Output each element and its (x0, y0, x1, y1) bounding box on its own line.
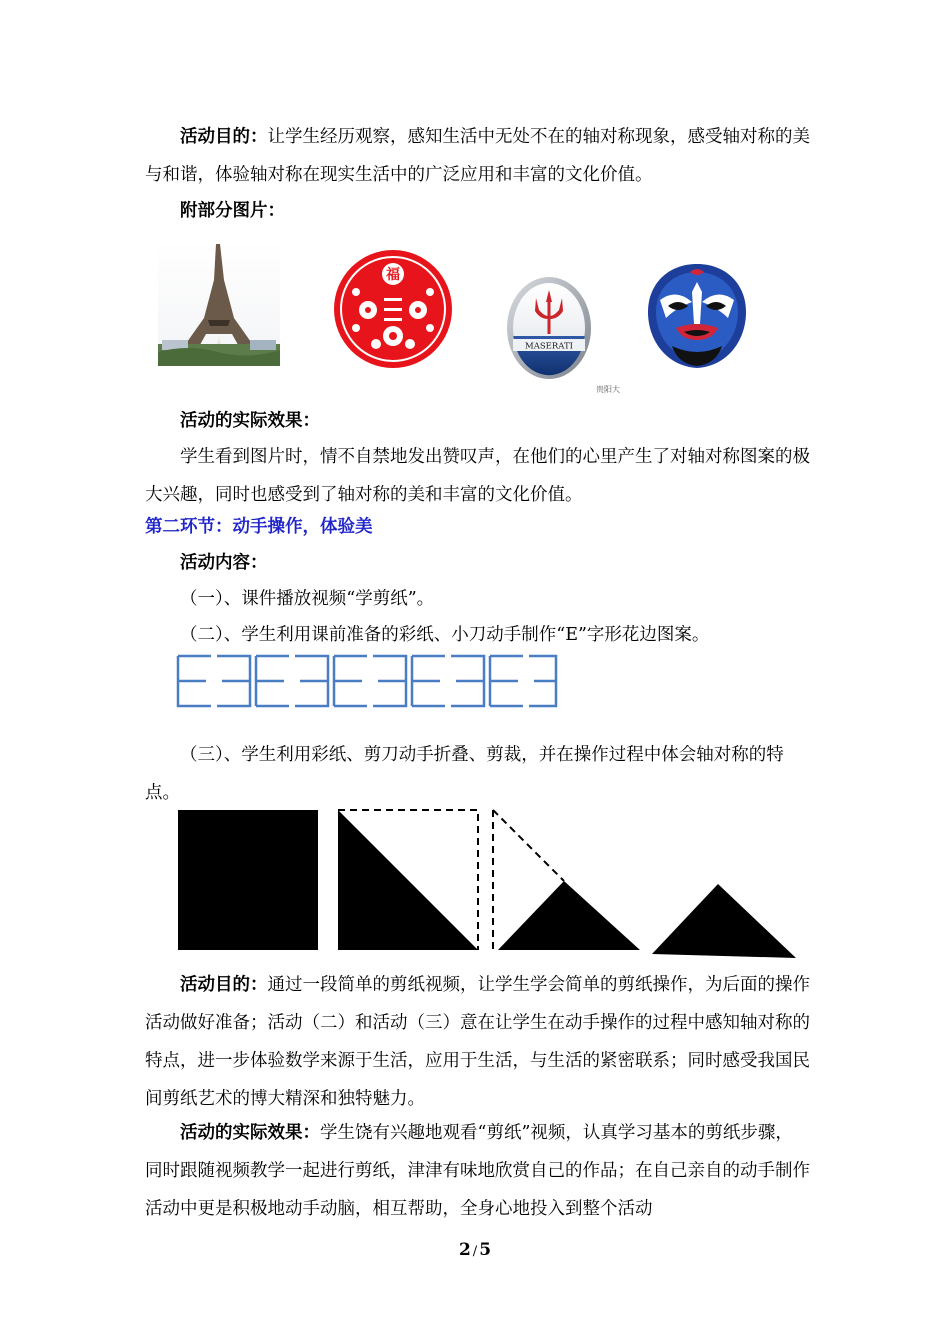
paper-cut-char: 福 (386, 267, 400, 283)
effect-text-1: 学生看到图片时，情不自禁地发出赞叹声，在他们的心里产生了对轴对称图案的极大兴趣，同时也感受到了轴对称的美和丰富的文化价值。 (145, 447, 810, 505)
maserati-logo-image (506, 276, 592, 380)
maserati-logo-text: MASERATI (525, 341, 573, 352)
page-footer (0, 1240, 950, 1260)
section-title: 第二环节：动手操作，体验美 (145, 517, 373, 537)
pictures-label: 附部分图片： (180, 201, 285, 221)
effect-text-2: 学生饶有兴趣地观看“剪纸”视频，认真学习基本的剪纸步骤，同时跟随视频教学一起进行剪纸，津津有味地欣赏自己的作品；在自己亲自的动手制作活动中更是积极地动手动脑，相互帮助，全身心地投入到整个活动 (145, 1123, 810, 1219)
step-three: （三）、学生利用彩纸、剪刀动手折叠、剪裁，并在操作过程中体会轴对称的特点。 (145, 745, 784, 803)
page-number: 2 (458, 1240, 471, 1260)
purpose-label-2: 活动目的： (180, 975, 268, 995)
paper-cut-image (332, 248, 454, 370)
purpose-text-1: 让学生经历观察，感知生活中无处不在的轴对称现象，感受轴对称的美与和谐，体验轴对称在现实生活中的广泛应用和丰富的文化价值。 (145, 127, 810, 185)
page-separator: / (472, 1244, 478, 1259)
content-label: 活动内容： (180, 553, 268, 573)
effect-paragraph-2 (145, 1114, 810, 1228)
purpose-text-2: 通过一段简单的剪纸视频，让学生学会简单的剪纸操作，为后面的操作活动做好准备；活动（二）和活动（三）意在让学生在动手操作的过程中感知轴对称的特点，进一步体验数学来源于生活，应用于生活，与生活的紧密联系；同时感受我国民间剪纸艺术的博大精深和独特魅力。 (145, 975, 810, 1109)
folding-diagram (176, 808, 800, 960)
watermark-text: 贵阳大 (596, 385, 620, 394)
e-border-pattern (176, 652, 558, 710)
purpose-label-1: 活动目的： (180, 127, 268, 147)
purpose-paragraph-2 (145, 966, 810, 1118)
step-two: （二）、学生利用课前准备的彩纸、小刀动手制作“E”字形花边图案。 (180, 625, 710, 645)
effect-label-2: 活动的实际效果： (180, 1123, 320, 1143)
step-one: （一）、课件播放视频“学剪纸”。 (180, 589, 435, 609)
purpose-paragraph-1 (145, 118, 810, 194)
page-total: 5 (479, 1240, 492, 1260)
effect-label-1: 活动的实际效果： (180, 411, 320, 431)
opera-mask-image (646, 262, 748, 370)
eiffel-tower-image (158, 240, 280, 366)
